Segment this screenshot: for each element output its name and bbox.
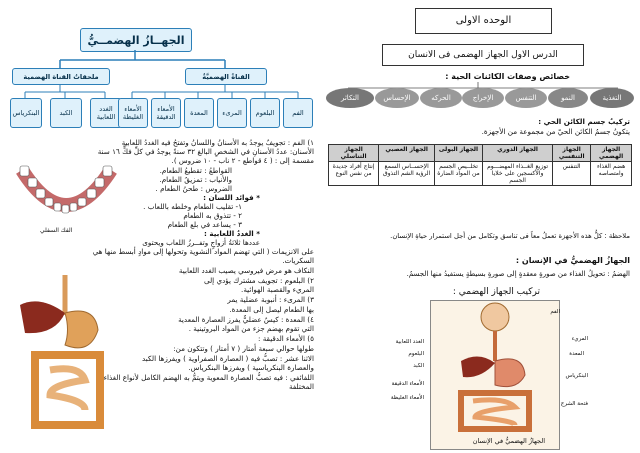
leaf-small-intestine: الأمعاء الدقيقة	[151, 98, 181, 128]
systems-table	[328, 144, 632, 186]
fig-label-large-intestine: الأمعاء الغليظة	[390, 395, 424, 401]
table-header: الجهاز العصبي	[379, 145, 435, 162]
text-line: ٢ - تتذوق به الطعام	[183, 211, 242, 220]
features-title: خصائص وصفات الكائنات الحية :	[445, 72, 570, 81]
unit-title: الوحده الاولى	[415, 8, 552, 34]
leaf-pharynx: البلعوم	[250, 98, 280, 128]
table-cell: تخلــيص الجسم من المواد الضارة	[435, 162, 483, 186]
fig-label-anus: فتحة الشرج	[560, 401, 588, 407]
table-header: الجهاز الدوري	[482, 145, 552, 162]
teeth-label: الفك السفلي	[40, 227, 73, 234]
text-line: ٣) المرىء : أنبوبة عضلية يمر	[227, 295, 314, 304]
text-line: المريء والقصبة الهوائية.	[241, 285, 314, 294]
fig-label-pancreas: البنكرياس	[565, 373, 588, 379]
compose-title: تركيبُ جسم الكائن الحي :	[538, 117, 630, 126]
text-line: الاثنا عشر : تصبُّ فيه ( العصارة الصفراوية ) ويفرزها الكبد	[141, 354, 314, 363]
text-line: والعصارة البنكرياسية ) ويفرزها البنكرياس.	[188, 363, 314, 372]
text-line: عددها ثلاثةُ أزواجٍ وتفــرزُ اللعاب ويحتوى	[142, 238, 260, 247]
text-line: النكاف هو مرض فيروسي يصيب الغدد اللعابية	[178, 266, 314, 275]
text-line: الضروس : طحنُ الطعام .	[155, 184, 232, 193]
digestive-figure	[430, 300, 560, 450]
text-line: ٥) الأمعاء الدقيقة :	[258, 334, 314, 343]
table-cell: التنفس	[553, 162, 591, 186]
table-header: الجهاز التنفسي	[553, 145, 591, 162]
fig-label-small-intestine: الأمعاء الدقيقة	[391, 381, 424, 387]
feature-excretion: الإخراج	[462, 88, 504, 108]
leaf-stomach: المعدة	[184, 98, 214, 128]
fig-label-esophagus: المريء	[571, 336, 588, 342]
text-line: الأسنان: عددُ الأسنانِ في الشخصِ البالغ ٣٢ سنةً يوجدُ في كلِّ فكٍّ ١٦ سنة	[97, 147, 314, 156]
text-line: القواطعُ : تقطيعُ الطعام.	[159, 166, 232, 175]
text-line: المختلفة	[288, 382, 314, 391]
feature-feeding: التغذية	[590, 88, 634, 108]
fig-label-salivary: الغدد اللعابية	[395, 339, 424, 345]
leaf-esophagus: المرىء	[217, 98, 247, 128]
fig-label-stomach: المعدة	[569, 351, 584, 357]
text-line: مقسمة إلى : ( ٤ قواطع - ٢ ناب - ١٠ ضروس ).	[171, 156, 314, 165]
lesson-title: الدرس الاول الجهاز الهضمى فى الانسان	[382, 44, 584, 66]
text-line: ٤) المعدة : كيسٌ عضليٌّ يفرز العصارة المعدية	[178, 315, 314, 324]
text-line: السكريات.	[282, 256, 314, 265]
figure-caption: الجهازُ الهضميُّ في الإنسان	[472, 437, 545, 445]
text-line: ١) الفم : تجويفٌ يوجدُ به الأسنانُ واللسانُ وتفتحُ فيه الغددُ اللعابية	[121, 138, 314, 147]
text-line: طولها حوالي سبعة أمتار ( ٧ أمتار ) وتتكون من:	[173, 344, 314, 353]
table-cell: توزيع الغــذاء المهضـــوم والأكسجين على خلايا الجسم	[482, 162, 552, 186]
leaf-liver: الكبد	[50, 98, 82, 128]
text-line: ٣ - يساعد في بلع الطعام	[167, 220, 242, 229]
text-line: ١- تقليب الطعام وخلطه باللعاب .	[143, 202, 242, 211]
text-line: بها الطعام ليصل إلى المعدة.	[229, 305, 314, 314]
fig-label-mouth: الفم	[550, 309, 560, 315]
leaf-mouth: الفم	[283, 98, 313, 128]
table-cell: الإحســاس السمع الرؤية الشم التذوق	[379, 162, 435, 186]
definition-text: الهضمُ : تحويلُ الغذاء من صورةٍ معقدةٍ إلى صورةٍ بسيطةٍ يستفيدُ منها الجسمُ.	[406, 270, 630, 278]
leaf-salivary: الغدد اللعابية	[90, 98, 122, 128]
table-cell: إنتاج أفراد جديدة من نفس النوع	[329, 162, 379, 186]
structure-title: تركيب الجهاز الهضمي :	[452, 287, 540, 297]
text-line: ٢) البلعوم : تجويف مشترك يؤدي إلى	[203, 276, 314, 285]
text-line: التي تقوم بهضم جزء من المواد البروتينية .	[188, 324, 314, 333]
text-line: اللفائفي : فيه تصبُّ العصارة المعوية ويتمُّ به الهضم الكامل لأنواع الغذاء	[103, 373, 314, 382]
digestive-figure-art	[431, 301, 559, 437]
fig-label-pharynx: البلعوم	[408, 351, 424, 357]
table-header: الجهاز البولى	[435, 145, 483, 162]
table-header: الجهاز الهضمي	[591, 145, 632, 162]
feature-growth: النمو	[548, 88, 588, 108]
feature-breathing: التنفس	[505, 88, 547, 108]
teeth-illustration	[14, 160, 119, 232]
branch-accessory: ملحقاتُ القناة الهضمية	[12, 68, 110, 85]
feature-sensation: الإحساس	[375, 88, 419, 108]
compose-text: يتكونُ جسمُ الكائن الحيّ من مجموعة من الأجهزة.	[481, 127, 630, 136]
branch-canal: القناةُ الهضميَّةُ	[185, 68, 267, 85]
right-page	[320, 0, 640, 453]
feature-movement: الحركه	[420, 88, 462, 108]
fig-label-liver: الكبد	[413, 363, 424, 369]
definition-title: الجهازُ الهضميُّ في الإنسان :	[515, 256, 630, 265]
text-line: * فوائد اللسان :	[203, 193, 260, 202]
text-line: على الانزيمات ( التي تهضم المواد النشوية وتحولها إلى موادٍ أبسط منها هي	[92, 247, 314, 256]
text-line: * الغددُ اللعابية :	[203, 229, 260, 238]
feature-reproduction: التكاثر	[326, 88, 374, 108]
note: ملاحظة : كلُّ هذه الأجهزة تعملُ معاً فى تناسق وتكامل من أجل استمرار حياةِ الإنسان.	[390, 232, 630, 240]
digestive-illustration	[10, 275, 120, 435]
table-header: الجهاز التناسلي	[329, 145, 379, 162]
diagram-root: الجهــازُ الهضمــيُّ	[80, 28, 192, 52]
table-cell: هضم الغذاء وامتصاصه	[591, 162, 632, 186]
leaf-pancreas: البنكرياس	[10, 98, 42, 128]
text-line: والأنياب : تمزيقُ الطعام.	[159, 175, 232, 184]
leaf-large-intestine: الأمعاء الغليظة	[118, 98, 148, 128]
